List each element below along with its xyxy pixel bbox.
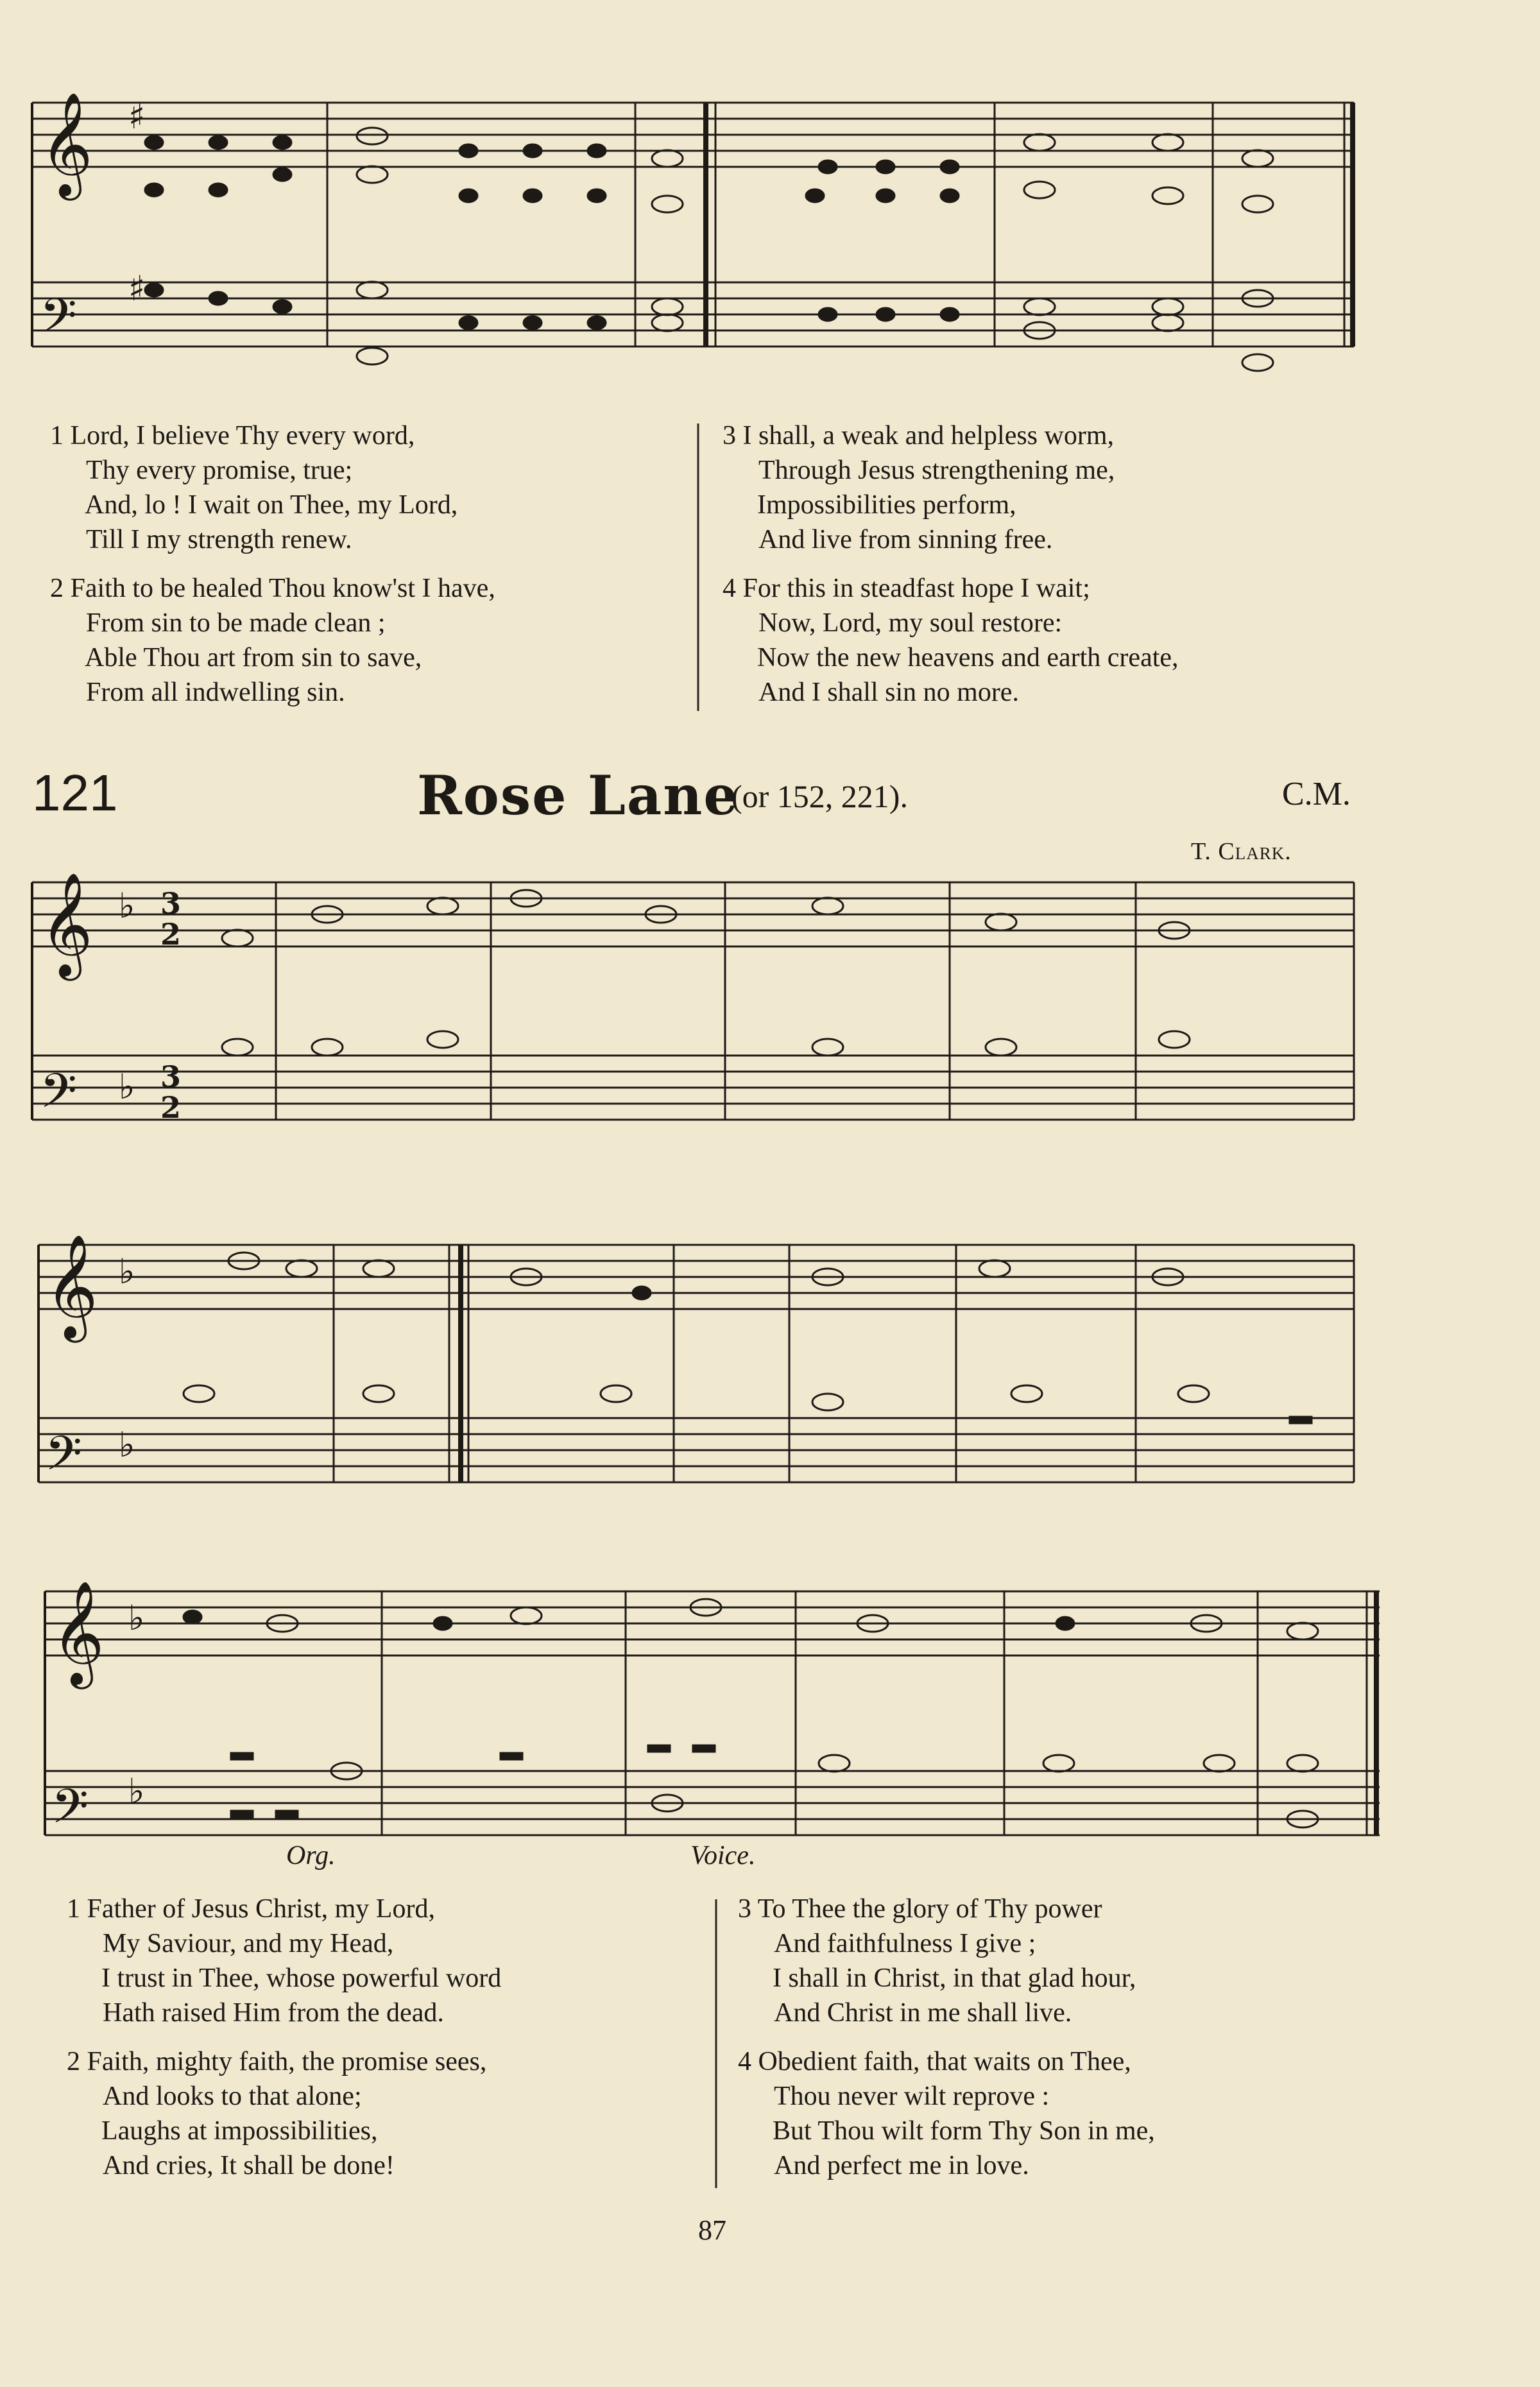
svg-text:𝄢: 𝄢 [40,1063,77,1131]
svg-text:♭: ♭ [128,1598,145,1638]
svg-text:3: 3 [160,886,182,921]
verse-line: And I shall sin no more. [758,678,1019,707]
verse-line: I shall, a weak and helpless worm, [742,421,1115,450]
verse-line: And, lo ! I wait on Thee, my Lord, [85,490,458,520]
verse-line: Lord, I believe Thy every word, [70,421,415,450]
verse: 2 Faith to be healed Thou know'st I have, From sin to be made clean ; Able Thou art from sin to save, From all indwelling sin. [50,571,495,710]
svg-text:♭: ♭ [119,1066,135,1107]
system-3-bass-staff [38,1418,1354,1482]
alternate-tunes: (or 152, 221). [732,778,908,814]
verse-line: Till I my strength renew. [86,525,352,554]
system-1-treble-staff [32,103,1354,167]
svg-text:𝄢: 𝄢 [45,1426,82,1493]
verse-line: To Thee the glory of Thy power [757,1894,1102,1924]
voice-label: Voice. [690,1841,756,1870]
svg-text:𝄞: 𝄞 [45,1234,98,1339]
verse-line: Thou never wilt reprove : [774,2082,1050,2111]
svg-text:♯: ♯ [128,268,146,309]
verse: 4 For this in steadfast hope I wait; Now, Lord, my soul restore: Now the new heavens and earth create, And I shall sin no more. [723,571,1179,710]
top-hymn-verses-left [50,418,495,724]
bass-clef-icon: 𝄢 [40,288,77,355]
verse-line: My Saviour, and my Head, [103,1929,394,1958]
verse-line: And live from sinning free. [758,525,1053,554]
system-2-treble-staff [32,882,1354,946]
verse-line: Faith to be healed Thou know'st I have, [70,574,495,603]
notes [145,128,1318,1827]
verse-line: Thy every promise, true; [86,456,353,485]
verse-line: And cries, It shall be done! [103,2151,395,2180]
verse-line: And Christ in me shall live. [774,1998,1072,2028]
verse: 1 Father of Jesus Christ, my Lord, My Saviour, and my Head, I trust in Thee, whose powerful word Hath raised Him from the dead. [67,1892,501,2030]
verse-line: Laughs at impossibilities, [101,2116,378,2146]
verse-line: And looks to that alone; [103,2082,362,2111]
svg-text:♯: ♯ [128,96,146,137]
verse-line: And perfect me in love. [774,2151,1029,2180]
system-4-bass-staff [45,1771,1380,1835]
verse: 3 I shall, a weak and helpless worm, Through Jesus strengthening me, Impossibilities perform, And live from sinning free. [723,418,1179,557]
svg-text:𝄢: 𝄢 [51,1779,89,1846]
verse-line: Now, Lord, my soul restore: [758,608,1063,638]
verse-line: From sin to be made clean ; [86,608,386,638]
verse-line: Through Jesus strengthening me, [758,456,1115,485]
system-2-bass-staff [32,1056,1354,1120]
verse-line: Hath raised Him from the dead. [103,1998,444,2028]
hymn-title: Rose Lane [417,764,739,827]
svg-text:2: 2 [160,1090,182,1125]
verse-line: Impossibilities perform, [757,490,1016,520]
system-1-bass-staff [32,282,1354,346]
top-hymn-verses-right [723,418,1179,724]
organ-label: Org. [286,1841,336,1870]
verse: 4 Obedient faith, that waits on Thee, Thou never wilt reprove : But Thou wilt form Thy Son in me, And perfect me in love. [738,2044,1155,2183]
verse-line: Able Thou art from sin to save, [85,643,422,672]
system-4-treble-staff [45,1591,1380,1656]
svg-text:2: 2 [160,917,182,952]
svg-text:𝄞: 𝄞 [40,872,93,977]
verse-line: Obedient faith, that waits on Thee, [758,2047,1131,2076]
svg-text:3: 3 [160,1059,182,1094]
hymn-meter: C.M. [1282,776,1351,812]
verse: 1 Lord, I believe Thy every word, Thy every promise, true; And, lo ! I wait on Thee, my Lord, Till I my strength renew. [50,418,495,557]
page-number: 87 [698,2214,726,2246]
verse-line: And faithfulness I give ; [774,1929,1036,1958]
composer-credit: T. Clark. [1191,838,1292,865]
verse-line: But Thou wilt form Thy Son in me, [773,2116,1155,2146]
svg-text:♭: ♭ [119,1425,135,1465]
svg-text:♭: ♭ [119,1251,135,1292]
verse-line: I trust in Thee, whose powerful word [101,1964,502,1993]
svg-text:𝄞: 𝄞 [51,1580,105,1685]
svg-text:♭: ♭ [128,1771,145,1811]
hymn-verses-right [738,1892,1155,2197]
verse-line: Faith, mighty faith, the promise sees, [87,2047,487,2076]
hymn-verses-left [67,1892,501,2197]
hymn-number: 121 [32,764,118,821]
svg-text:♭: ♭ [119,886,135,926]
verse-line: Now the new heavens and earth create, [757,643,1179,672]
verse-line: Father of Jesus Christ, my Lord, [87,1894,435,1924]
verse-line: From all indwelling sin. [86,678,345,707]
verse: 2 Faith, mighty faith, the promise sees, And looks to that alone; Laughs at impossibilities, And cries, It shall be done! [67,2044,501,2183]
verse-line: For this in steadfast hope I wait; [742,574,1090,603]
verse: 3 To Thee the glory of Thy power And faithfulness I give ; I shall in Christ, in that glad hour, And Christ in me shall live. [738,1892,1155,2030]
treble-clef-icon: 𝄞 [40,92,93,196]
verse-line: I shall in Christ, in that glad hour, [773,1964,1136,1993]
